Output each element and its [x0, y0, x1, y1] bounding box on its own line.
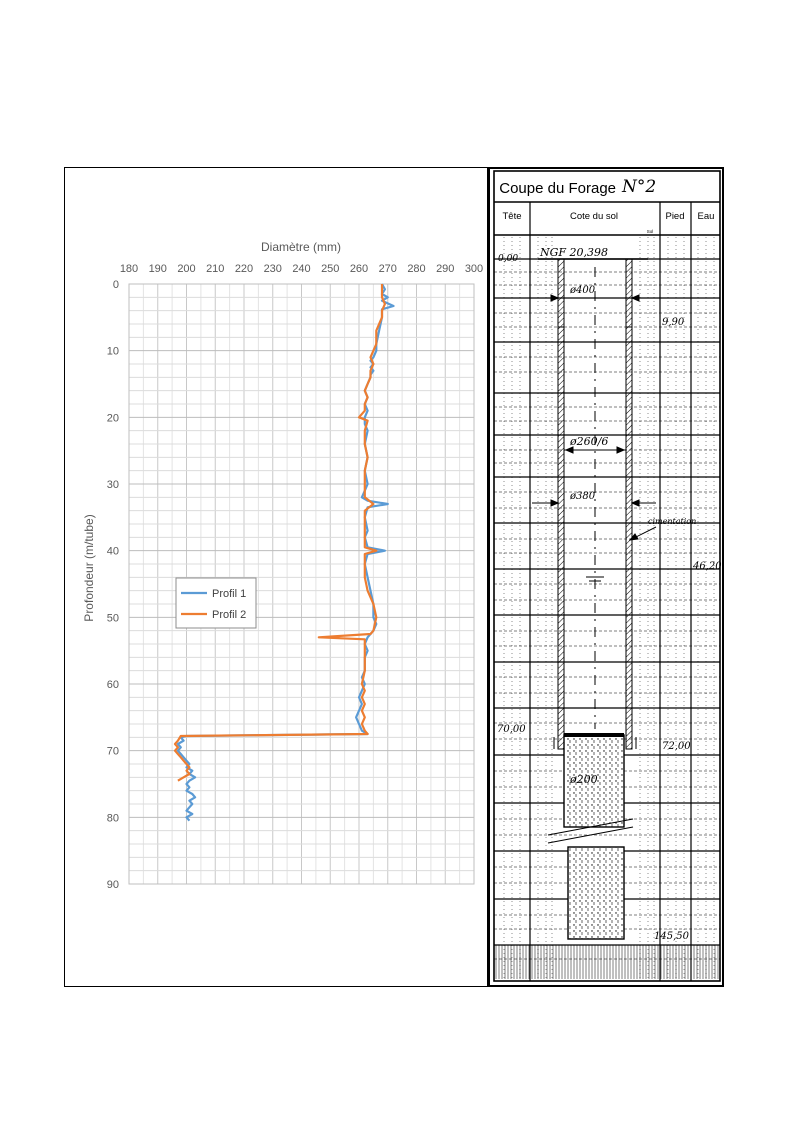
x-tick-label: 280	[407, 263, 426, 275]
series-line-profil-2	[175, 284, 385, 781]
x-tick-label: 230	[263, 263, 282, 275]
log-title: Coupe du Forage	[499, 180, 616, 197]
x-tick-label: 270	[378, 263, 397, 275]
x-tick-label: 290	[436, 263, 455, 275]
log-forage-number: N°2	[622, 177, 657, 197]
chart-series	[175, 284, 394, 821]
cimentation-label: cimentation	[648, 517, 697, 526]
x-tick-label: 300	[464, 263, 484, 275]
tete-depth-1: 70,00	[497, 724, 526, 735]
x-tick-label: 260	[349, 263, 369, 275]
header-tete: Tête	[502, 211, 522, 222]
x-tick-label: 180	[119, 263, 139, 275]
pied-depth-2: 72,00	[662, 741, 691, 752]
y-tick-label: 90	[106, 879, 119, 891]
x-tick-label: 210	[206, 263, 225, 275]
borehole-log-drawing	[488, 167, 724, 987]
header-sol-note: Sol	[646, 229, 654, 234]
x-tick-label: 250	[321, 263, 340, 275]
header-eau: Eau	[697, 211, 715, 222]
diameter-380: ø380	[570, 491, 596, 502]
legend-label-profil-2: Profil 2	[212, 609, 247, 621]
y-tick-label: 60	[106, 679, 119, 691]
y-tick-label: 10	[106, 345, 119, 358]
x-tick-label: 190	[148, 263, 167, 275]
y-tick-label: 70	[106, 745, 119, 758]
legend-label-profil-1: Profil 1	[212, 588, 247, 600]
y-axis-ticks	[107, 279, 119, 891]
diameter-200: ø200	[570, 773, 598, 786]
pied-depth-1: 46,20	[693, 561, 722, 572]
y-tick-label: 80	[106, 812, 119, 825]
x-tick-label: 200	[177, 263, 196, 275]
header-pied: Pied	[665, 211, 685, 222]
series-line-profil-1	[178, 284, 394, 821]
y-tick-label: 30	[106, 479, 119, 491]
pied-depth-3: 145,50	[654, 931, 689, 942]
y-tick-label: 0	[112, 279, 119, 291]
x-axis-label: Diamètre (mm)	[261, 240, 341, 254]
x-tick-label: 240	[292, 263, 311, 275]
x-tick-label: 220	[234, 263, 254, 275]
x-axis-ticks	[120, 263, 483, 275]
ngf-label: NGF 20,398	[540, 246, 609, 259]
line-chart	[65, 168, 487, 986]
dimension-arrows	[532, 295, 656, 540]
figure	[64, 167, 724, 989]
diameter-260: ø260/6	[570, 435, 609, 448]
chart-panel	[64, 167, 488, 987]
header-cote: Cote du sol	[569, 211, 619, 222]
pied-depth-0: 9,90	[662, 317, 685, 328]
y-tick-label: 50	[106, 612, 119, 625]
borehole-log-panel	[488, 167, 724, 987]
y-tick-label: 20	[106, 412, 119, 425]
tete-depth-0: 0,00	[498, 254, 519, 264]
diameter-400: ø400	[570, 285, 596, 296]
y-tick-label: 40	[106, 545, 119, 558]
legend	[176, 578, 256, 628]
y-axis-label: Profondeur (m/tube)	[82, 514, 96, 622]
open-hole-section	[548, 733, 633, 939]
